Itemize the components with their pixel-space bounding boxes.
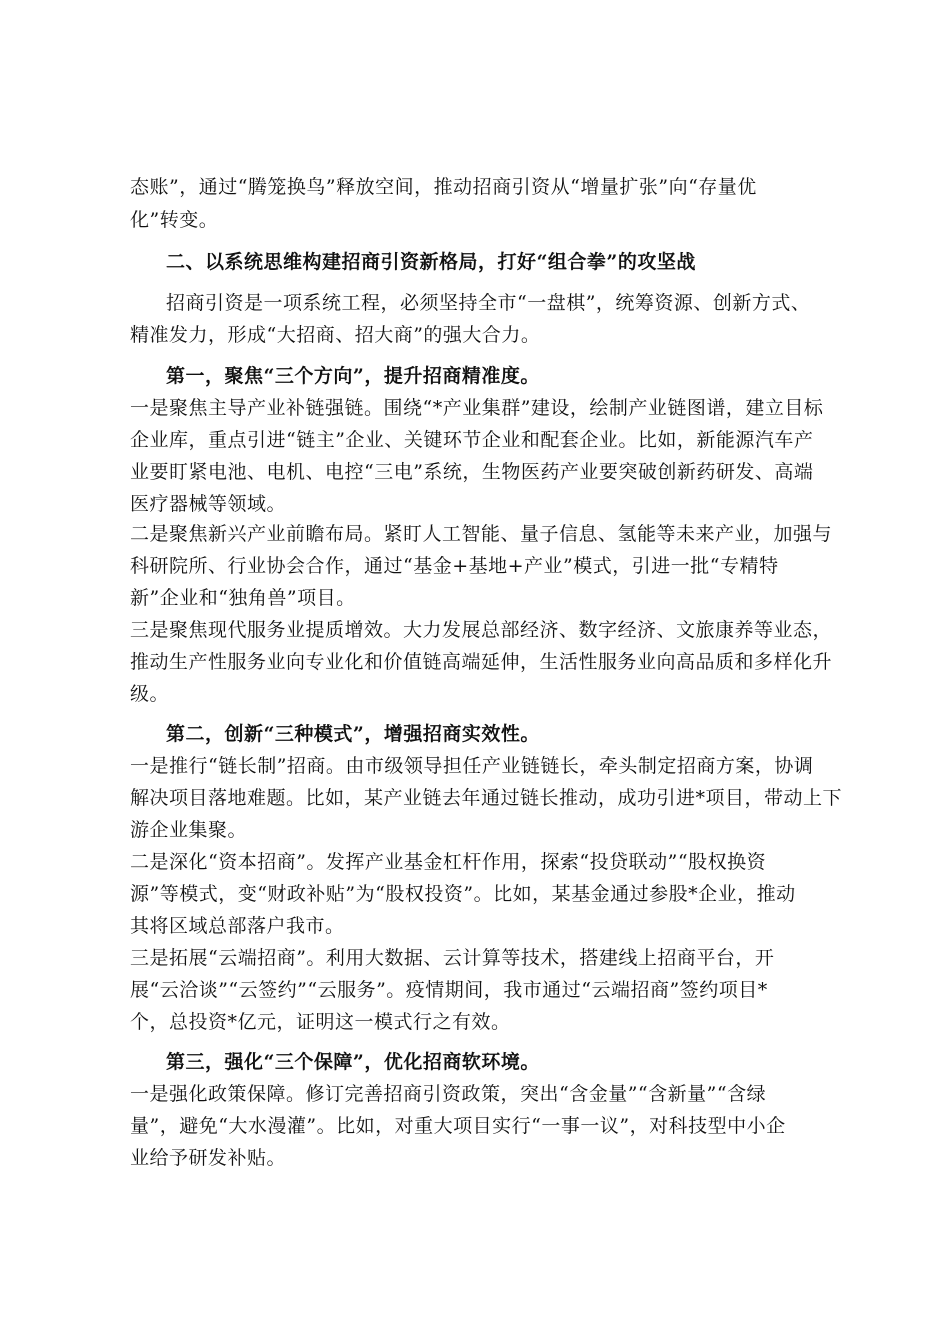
subsection-heading: 第一，聚焦“三个方向”，提升招商精准度。 bbox=[166, 365, 540, 387]
body-text-line: 三是聚焦现代服务业提质增效。大力发展总部经济、数字经济、文旅康养等业态， bbox=[130, 619, 833, 641]
body-text-line: 量”，避免“大水漫灌”。比如，对重大项目实行“一事一议”，对科技型中小企 bbox=[130, 1115, 786, 1137]
body-text-line: 级。 bbox=[130, 683, 170, 705]
section-heading: 二、以系统思维构建招商引资新格局，打好“组合拳”的攻坚战 bbox=[166, 251, 696, 273]
body-text-line: 源”等模式，变“财政补贴”为“股权投资”。比如，某基金通过参股*企业，推动 bbox=[130, 883, 796, 905]
body-text-line: 游企业集聚。 bbox=[130, 819, 248, 841]
body-text-line: 三是拓展“云端招商”。利用大数据、云计算等技术，搭建线上招商平台，开 bbox=[130, 947, 775, 969]
body-text-line: 业要盯紧电池、电机、电控“三电”系统，生物医药产业要突破创新药研发、高端 bbox=[130, 461, 814, 483]
body-text-line: 招商引资是一项系统工程，必须坚持全市“一盘棋”，统筹资源、创新方式、 bbox=[166, 292, 811, 314]
body-text-line: 一是推行“链长制”招商。由市级领导担任产业链链长，牵头制定招商方案，协调 bbox=[130, 755, 814, 777]
body-text-line: 医疗器械等领域。 bbox=[130, 493, 287, 515]
body-text-line: 解决项目落地难题。比如，某产业链去年通过链长推动，成功引进*项目，带动上下 bbox=[130, 787, 843, 809]
body-text-line: 企业库，重点引进“链主”企业、关键环节企业和配套企业。比如，新能源汽车产 bbox=[130, 429, 814, 451]
body-text-line: 科研院所、行业协会合作，通过“基金+基地+产业”模式，引进一批“专精特 bbox=[130, 555, 779, 577]
body-text-line: 一是强化政策保障。修订完善招商引资政策，突出“含金量”“含新量”“含绿 bbox=[130, 1083, 767, 1105]
body-text-line: 二是深化“资本招商”。发挥产业基金杠杆作用，探索“投贷联动”“股权换资 bbox=[130, 851, 767, 873]
body-text-line: 二是聚焦新兴产业前瞻布局。紧盯人工智能、量子信息、氢能等未来产业，加强与 bbox=[130, 523, 833, 545]
body-text-line: 化”转变。 bbox=[130, 209, 219, 231]
subsection-heading: 第二，创新“三种模式”，增强招商实效性。 bbox=[166, 723, 540, 745]
body-text-line: 个，总投资*亿元，证明这一模式行之有效。 bbox=[130, 1011, 511, 1033]
body-text-line: 新”企业和“独角兽”项目。 bbox=[130, 587, 356, 609]
body-text-line: 其将区域总部落户我市。 bbox=[130, 915, 345, 937]
body-text-line: 态账”，通过“腾笼换鸟”释放空间，推动招商引资从“增量扩张”向“存量优 bbox=[130, 176, 757, 198]
body-text-line: 一是聚焦主导产业补链强链。围绕“*产业集群”建设，绘制产业链图谱，建立目标 bbox=[130, 397, 824, 419]
body-text-line: 业给予研发补贴。 bbox=[130, 1147, 287, 1169]
body-text-line: 展“云洽谈”“云签约”“云服务”。疫情期间，我市通过“云端招商”签约项目* bbox=[130, 979, 768, 1001]
subsection-heading: 第三，强化“三个保障”，优化招商软环境。 bbox=[166, 1051, 540, 1073]
body-text-line: 推动生产性服务业向专业化和价值链高端延伸，生活性服务业向高品质和多样化升 bbox=[130, 651, 833, 673]
body-text-line: 精准发力，形成“大招商、招大商”的强大合力。 bbox=[130, 324, 541, 346]
